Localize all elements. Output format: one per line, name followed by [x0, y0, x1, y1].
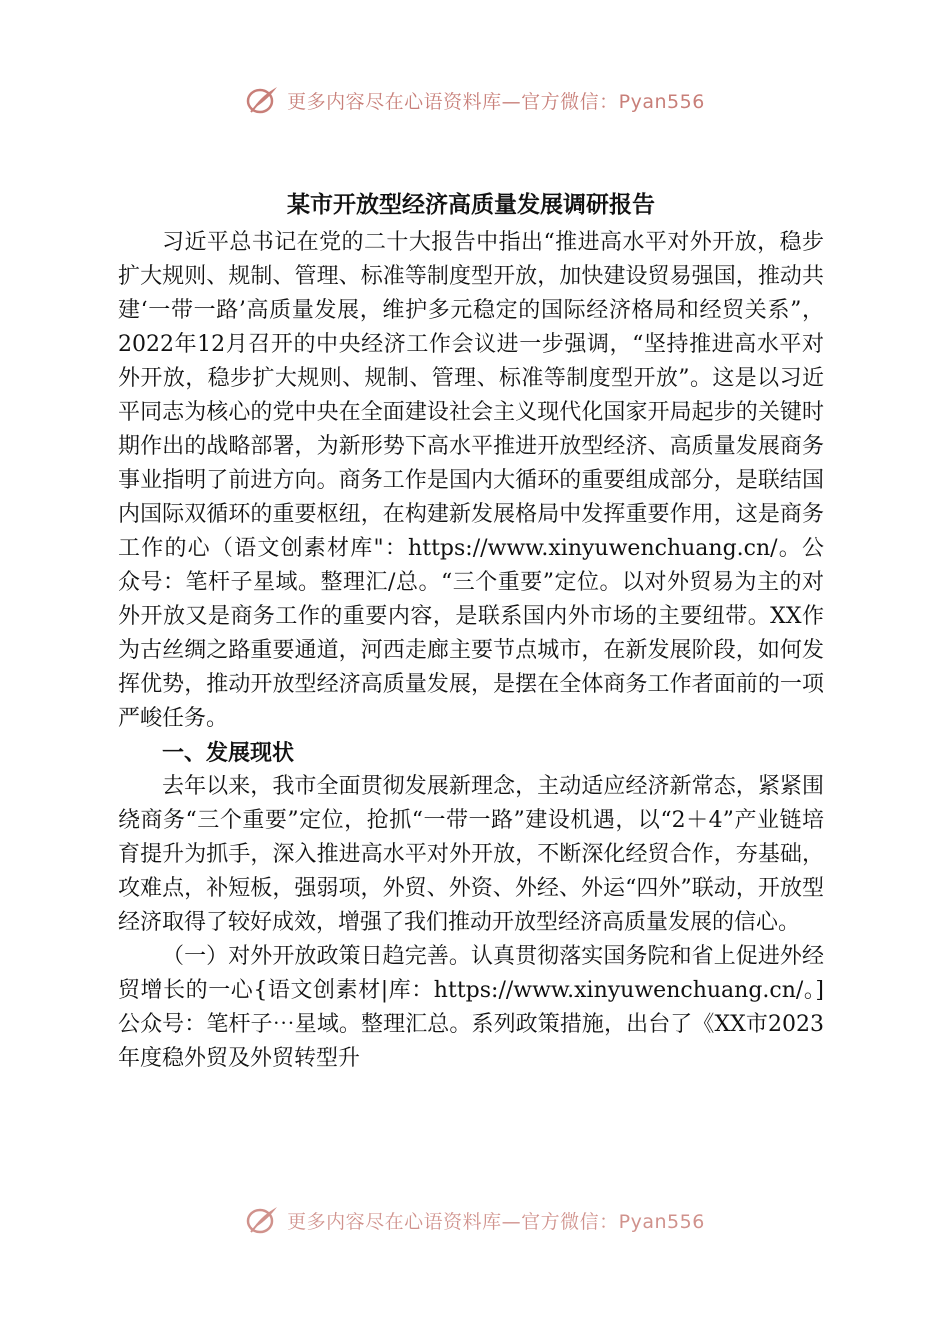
section-heading: 一、发展现状: [162, 740, 295, 766]
section-paragraph: （一）对外开放政策日趋完善。认真贯彻落实国务院和省上促进外经贸增长的一心{语文创素材|库：https://www.xinyuwenchuang.cn/。]公众号：笔杆子⋯星域。整理汇总。系列政策措施，出台了《XX市2023年度稳外贸及外贸转型升: [118, 944, 824, 1071]
watermark-header: [0, 80, 950, 120]
quill-logo-icon: [245, 85, 279, 115]
watermark-text: 更多内容尽在心语资料库—官方微信：Pyan556: [287, 90, 705, 113]
intro-paragraph: 习近平总书记在党的二十大报告中指出“推进高水平对外开放，稳步扩大规则、规制、管理、标准等制度型开放，加快建设贸易强国，推动共建‘一带一路’高质量发展，维护多元稳定的国际经济格局和经贸关系”，2022年12月召开的中央经济工作会议进一步强调，“坚持推进高水平对外开放，稳步扩大规则、规制、管理、标准等制度型开放”。这是以习近平同志为核心的党中央在全面建设社会主义现代化国家开局起步的关键时期作出的战略部署，为新形势下高水平推进开放型经济、高质量发展商务事业指明了前进方向。商务工作是国内大循环的重要组成部分，是联结国内国际双循环的重要枢纽，在构建新发展格局中发挥重要作用，这是商务工作的心（语文创素材库"：https://www.xinyuwenchuang.cn/。公众号：笔杆子星域。整理汇/总。“三个重要”定位。以对外贸易为主的对外开放又是商务工作的重要内容，是联系国内外市场的主要纽带。XX作为古丝绸之路重要通道，河西走廊主要节点城市，在新发展阶段，如何发挥优势，推动开放型经济高质量发展，是摆在全体商务工作者面前的一项严峻任务。: [118, 230, 824, 731]
watermark-text: 更多内容尽在心语资料库—官方微信：Pyan556: [287, 1210, 705, 1233]
quill-logo-icon: [245, 1205, 279, 1235]
section-paragraph: 去年以来，我市全面贯彻发展新理念，主动适应经济新常态，紧紧围绕商务“三个重要”定位，抢抓“一带一路”建设机遇，以“2＋4”产业链培育提升为抓手，深入推进高水平对外开放，不断深化经贸合作，夯基础，攻难点，补短板，强弱项，外贸、外资、外经、外运“四外”联动，开放型经济取得了较好成效，增强了我们推动开放型经济高质量发展的信心。: [118, 774, 824, 935]
watermark-footer: [0, 1200, 950, 1240]
document-title: 某市开放型经济高质量发展调研报告: [287, 191, 655, 218]
document-body: [118, 226, 824, 1076]
